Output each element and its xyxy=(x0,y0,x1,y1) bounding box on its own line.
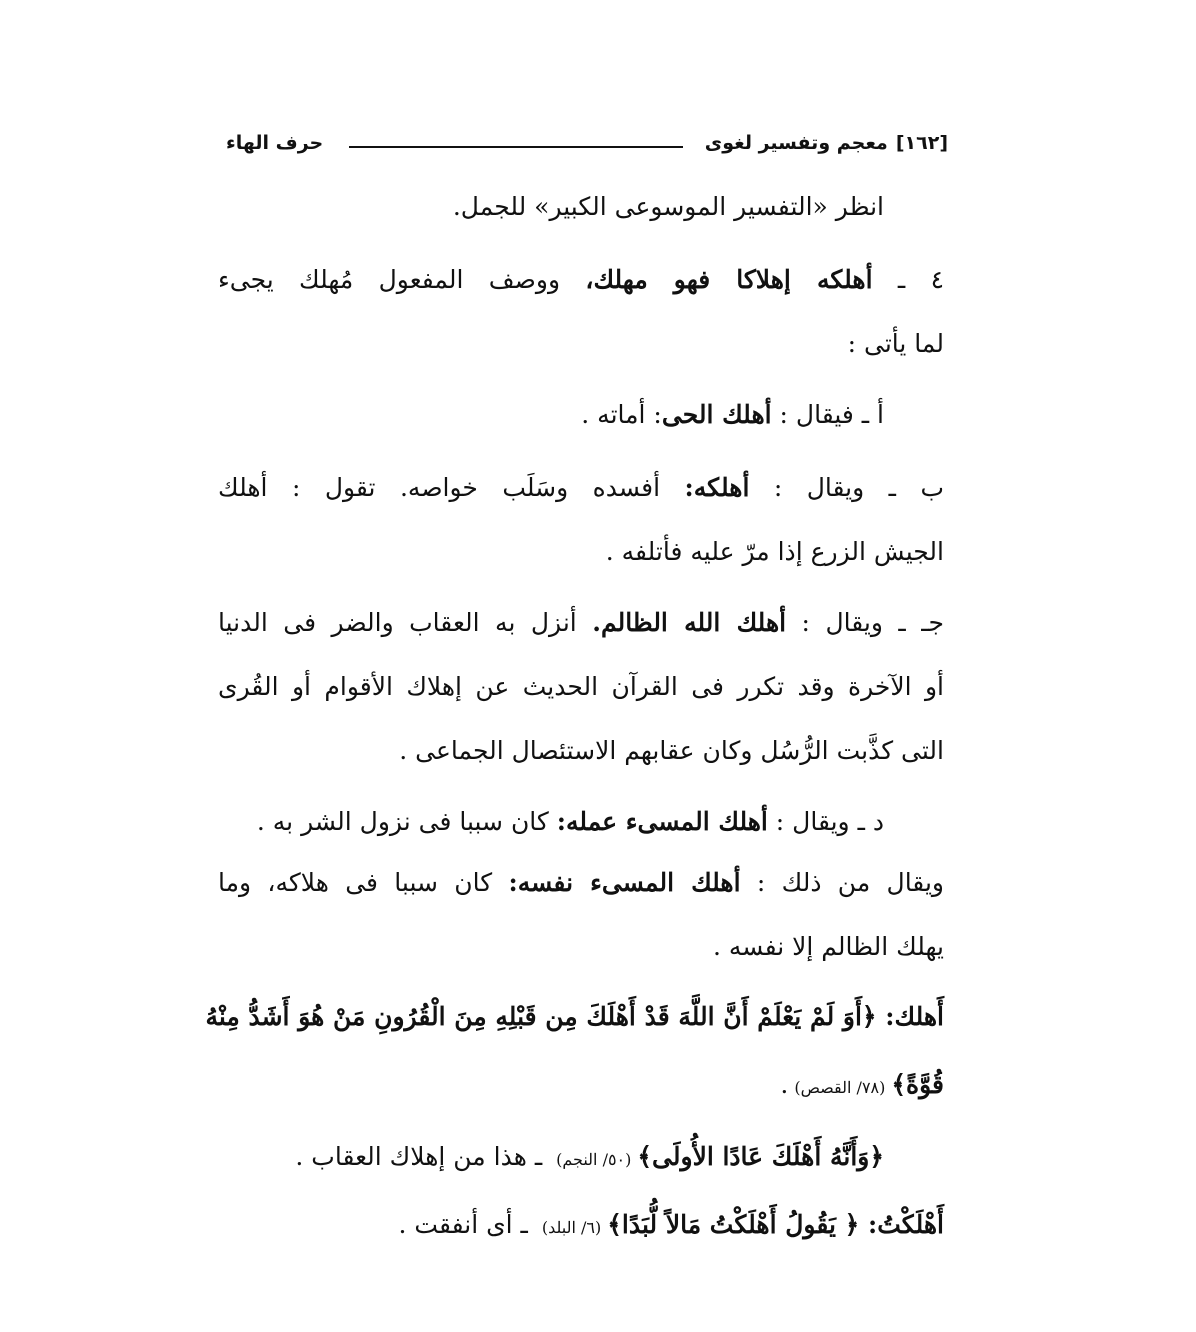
quran-verse: ﴿ يَقُولُ أَهْلَكْتُ مَالاً لُّبَدًا﴾ xyxy=(607,1210,868,1239)
text-line-8: أو الآخرة وقد تكرر فى القرآن الحديث عن إهلاك الأقوام أو القُرى xyxy=(218,672,944,701)
chapter-title: حرف الهاء xyxy=(226,132,324,154)
verse-reference: (٧٨/ القصص) xyxy=(794,1078,886,1097)
term-bold: أهلكه: xyxy=(684,473,750,502)
running-header xyxy=(226,128,948,158)
verse-reference: (٦/ البلد) xyxy=(541,1218,602,1237)
page-number: [١٦٢] xyxy=(895,132,948,154)
text-line-14: قُوَّةً﴾(٧٨/ القصص). xyxy=(780,1070,944,1099)
text-line-7: جـ ـ ويقال : أهلك الله الظالم. أنزل به العقاب والضر فى الدنيا xyxy=(218,608,944,637)
header-rule xyxy=(349,146,683,148)
text-line-1: انظر «التفسير الموسوعى الكبير» للجمل. xyxy=(452,192,884,221)
text-line-12: يهلك الظالم إلا نفسه . xyxy=(712,932,944,961)
entry-word: أَهلك: xyxy=(885,1002,944,1031)
text-line-9: التى كذَّبت الرُّسُل وكان عقابهم الاستئصال الجماعى . xyxy=(399,736,944,765)
entry-word: أَهْلَكْتُ: xyxy=(868,1210,944,1239)
text-line-6: الجيش الزرع إذا مرّ عليه فأتلفه . xyxy=(605,537,944,566)
text-line-4: أ ـ فيقال : أهلك الحى: أماته . xyxy=(581,400,884,429)
entry-heading: أهلكه إهلاكا فهو مهلك، xyxy=(585,265,873,294)
book-title: معجم وتفسير لغوى xyxy=(704,132,888,154)
quran-verse: ﴿أَوَ لَمْ يَعْلَمْ أَنَّ اللَّهَ قَدْ أَهْلَكَ مِن قَبْلِهِ مِنَ الْقُرُونِ مَنْ هُوَ أَشَدُّ مِنْهُ xyxy=(205,1002,886,1031)
term-bold: أهلك المسىء نفسه: xyxy=(508,868,741,897)
quran-verse: قُوَّةً﴾ xyxy=(891,1070,944,1099)
text-line-13 xyxy=(205,1000,944,1034)
text-line-11: ويقال من ذلك : أهلك المسىء نفسه: كان سببا فى هلاكه، وما xyxy=(218,868,944,897)
text-line-3: لما يأتى : xyxy=(847,329,944,358)
quran-verse: ﴿وَأَنَّهُ أَهْلَكَ عَادًا الأُولَى﴾ xyxy=(637,1142,884,1171)
text-line-16: أَهْلَكْتُ: ﴿ يَقُولُ أَهْلَكْتُ مَالاً لُّبَدًا﴾(٦/ البلد) ـ أى أنفقت . xyxy=(398,1210,944,1239)
text-line-10: د ـ ويقال : أهلك المسىء عمله: كان سببا فى نزول الشر به . xyxy=(256,807,884,836)
text-line-5: ب ـ ويقال : أهلكه: أفسده وسَلَب خواصه. تقول : أهلك xyxy=(218,473,944,502)
term-bold: أهلك الله الظالم. xyxy=(592,608,787,637)
text-line-2: ٤ ـ أهلكه إهلاكا فهو مهلك، ووصف المفعول مُهلك يجىء xyxy=(218,265,945,294)
term-bold: أهلك الحى xyxy=(661,400,772,429)
term-bold: أهلك المسىء عمله: xyxy=(556,807,768,836)
verse-reference: (٥٠/ النجم) xyxy=(556,1150,632,1169)
text-line-15: ﴿وَأَنَّهُ أَهْلَكَ عَادًا الأُولَى﴾(٥٠/ النجم) ـ هذا من إهلاك العقاب . xyxy=(295,1142,884,1171)
